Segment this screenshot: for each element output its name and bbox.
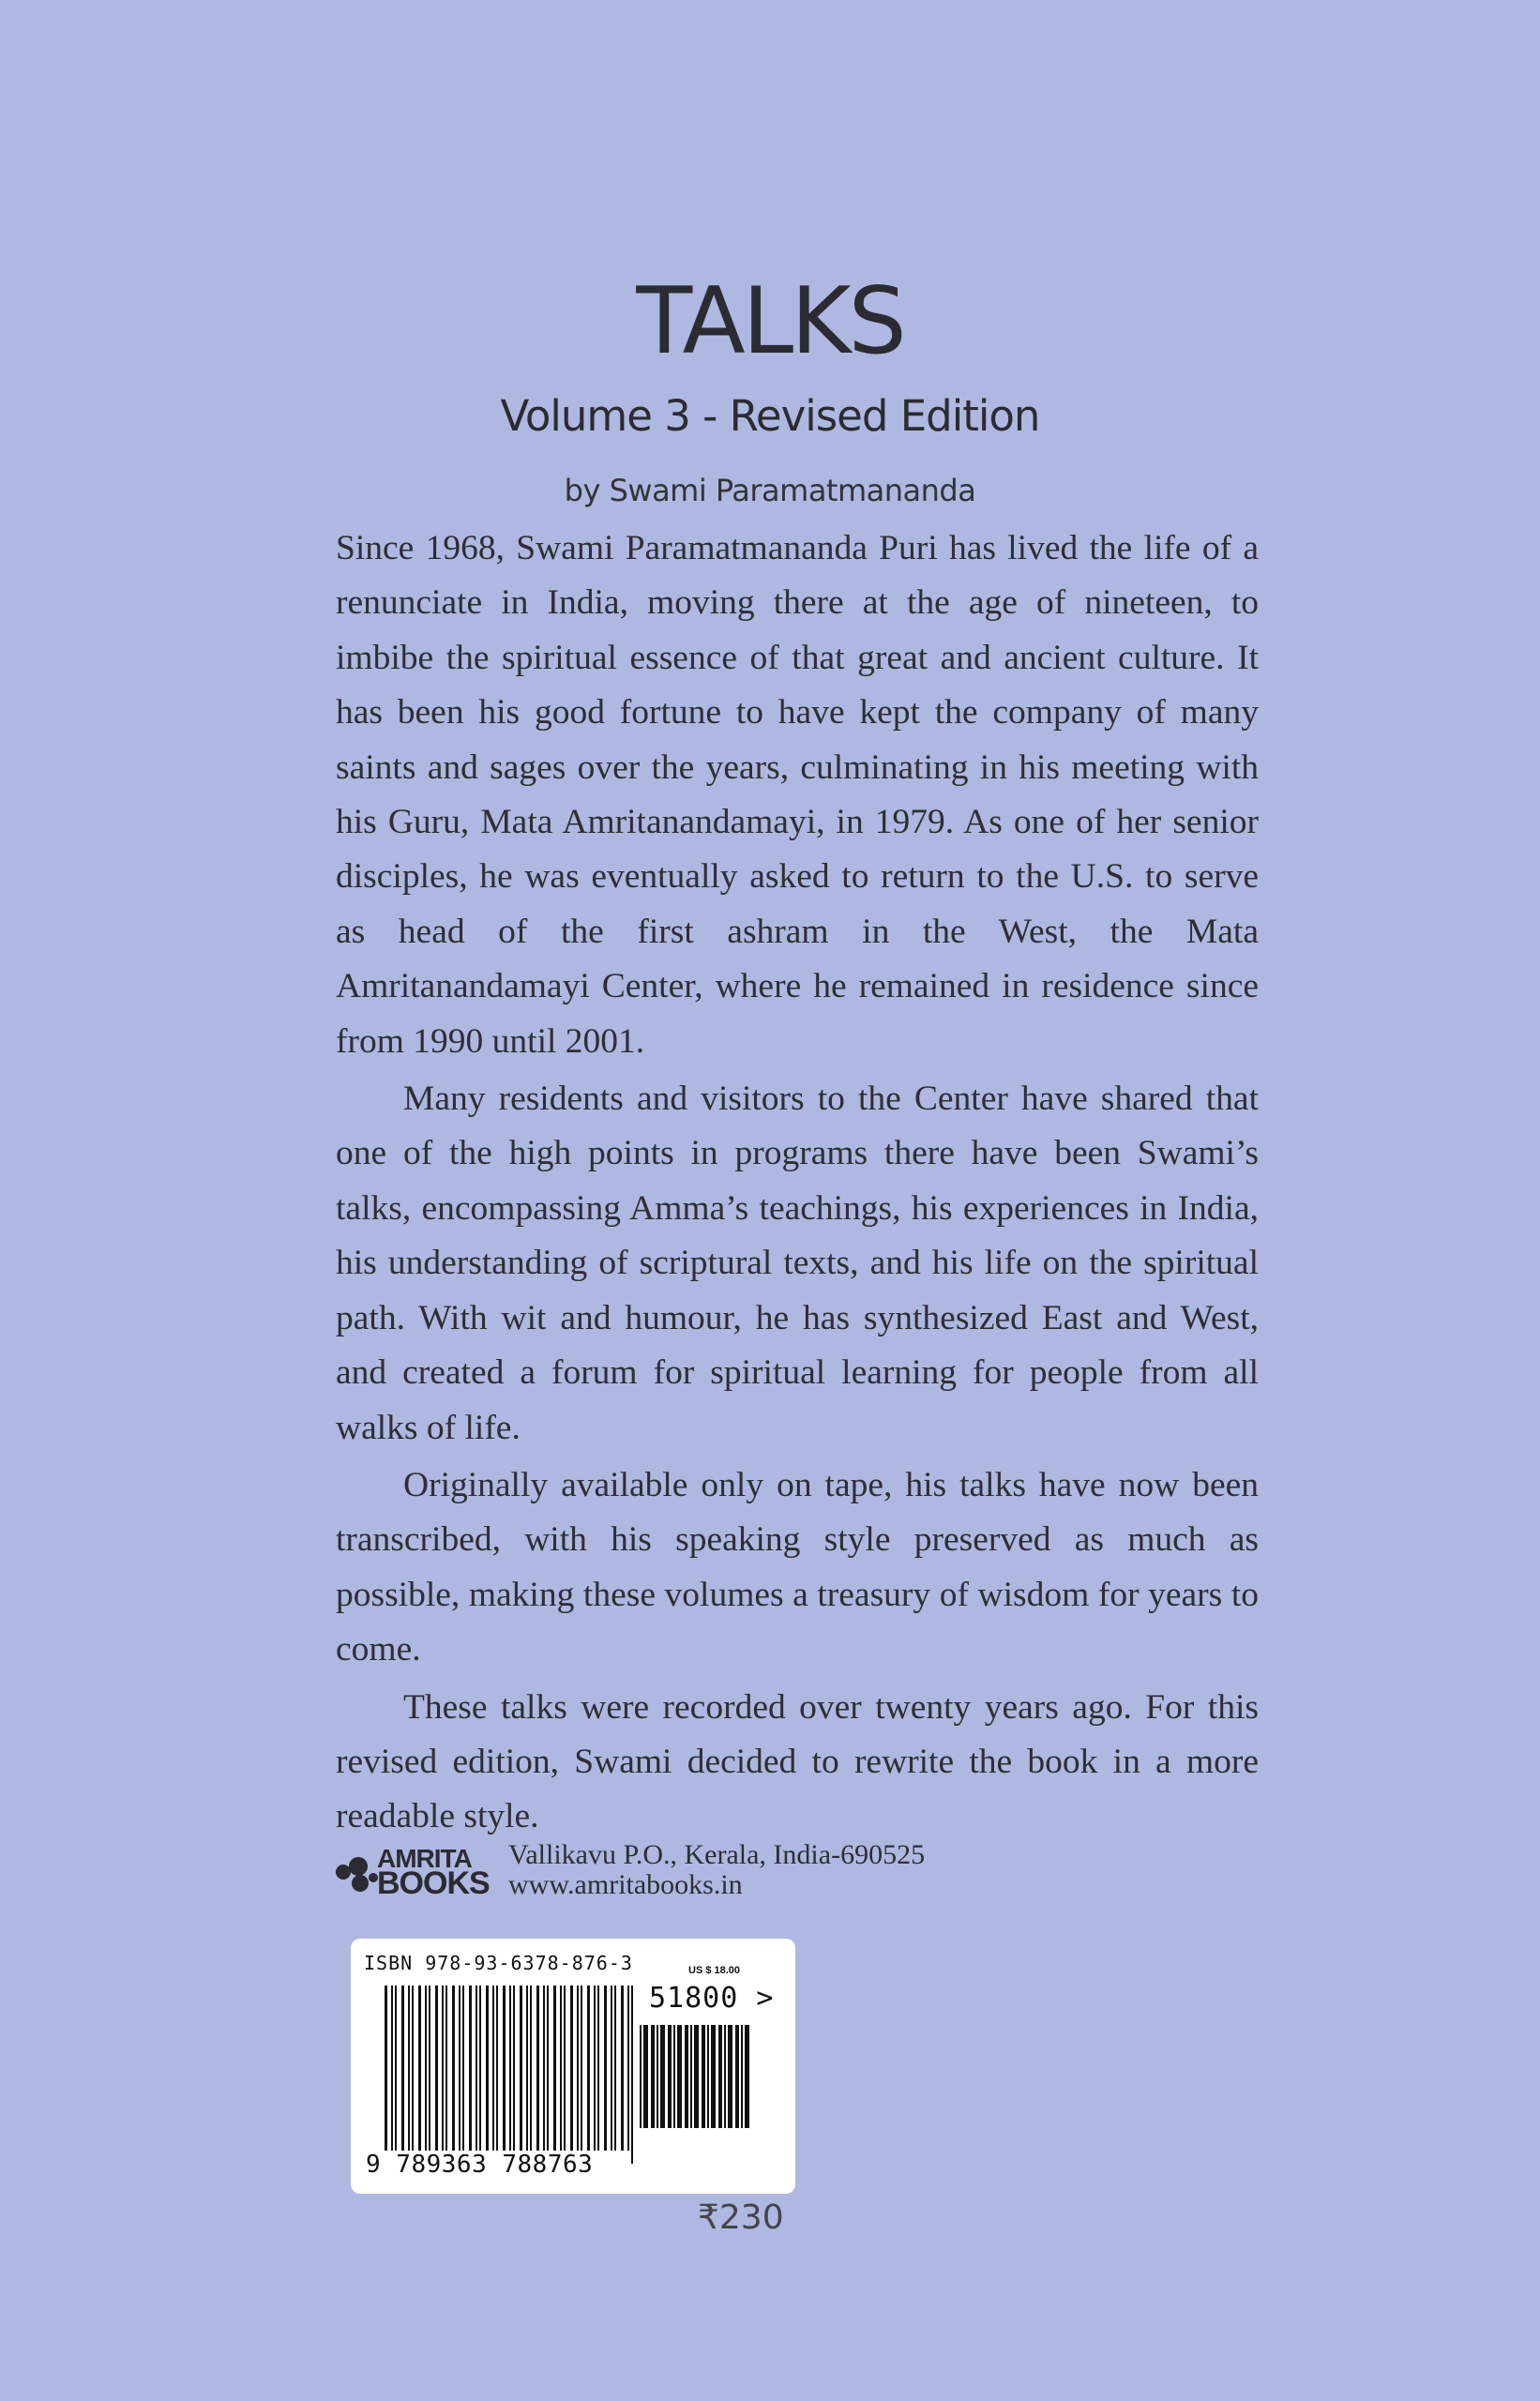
barcode-bar [496,1986,498,2151]
barcode-bar [707,2025,709,2128]
barcode-bar [469,1986,472,2151]
barcode-bar [385,1986,387,2164]
barcode-bar [526,1986,528,2151]
barcode-bar [429,1986,430,2151]
barcode-bar [724,2025,726,2128]
barcode-bar [486,1986,489,2151]
inr-price: ₹230 [698,2198,784,2237]
barcode-bar [570,1986,573,2151]
barcode-bar [631,1986,633,2164]
isbn-text: ISBN 978-93-6378-876-3 [364,1952,633,1974]
publisher-logo-icon [334,1853,379,1895]
barcode-bar [694,2025,699,2128]
main-barcode [385,1986,638,2164]
barcode-bar [597,1986,599,2151]
barcode-bar [459,1986,460,2151]
barcode-bar [614,1986,616,2151]
us-price: US $ 18.00 [688,1965,741,1976]
barcode-bar [594,1986,596,2151]
barcode-bar [513,1986,515,2164]
barcode-bar [577,1986,579,2151]
barcode-bar [611,1986,612,2151]
barcode-bar [452,1986,455,2151]
barcode-bar [718,2025,722,2128]
addon-barcode [640,2025,752,2128]
barcode-bar [643,2025,648,2128]
book-subtitle: Volume 3 - Revised Edition [500,391,1040,441]
barcode-bar [685,2025,688,2128]
barcode-bar [677,2025,682,2128]
blurb-paragraph: Many residents and visitors to the Center have shared that one of the high points in programs there have been Swami’s talks, encompassing Amma’s teachings, his experiences in India, his understanding of scriptural texts, and his life on the spiritual path. With wit and humour, he has synthesized East and West, and created a forum for spiritual learning for people from all walks of life. [336,1080,1259,1447]
barcode-bar [435,1986,438,2151]
barcode-bar [391,1986,393,2164]
barcode-bar [401,1986,404,2151]
publisher-logo-line2: BOOKS [377,1865,490,1901]
barcode-bar [543,1986,545,2151]
barcode-bar [503,1986,506,2151]
barcode-bar [442,1986,444,2151]
barcode-bar [621,1986,624,2151]
barcode-bar [581,1986,582,2151]
publisher-website: www.amritabooks.in [508,1869,743,1900]
publisher-logo [334,1844,493,1901]
blurb-paragraph: Since 1968, Swami Paramatmananda Puri has lived the life of a renunciate in India, moving there at the age of nineteen, to imbibe the spiritual essence of that great and ancient culture. It has been his good fortune to have kept the company of many saints and sages over the years, culminating in his meeting with his Guru, Mata Amritanandamayi, in 1979. As one of her senior disciples, he was eventually asked to return to the U.S. to serve as head of the first ashram in the West, the Mata Amritanandamayi Center, where he remained in residence since from 1990 until 2001. [336,529,1259,1061]
barcode-bar [536,1986,539,2151]
publisher-address: Vallikavu P.O., Kerala, India-690525 [508,1839,926,1870]
barcode-bar [587,1986,590,2151]
barcode-bar [660,2025,665,2128]
publisher-block [334,1838,990,1904]
barcode-bar [673,2025,675,2128]
addon-digits: 51800 > [649,1982,775,2015]
blurb-paragraph: These talks were recorded over twenty years ago. For this revised edition, Swami decided to rewrite the book in a more readable style. [336,1687,1259,1836]
barcode-bar [462,1986,464,2151]
barcode-bar [418,1986,421,2151]
barcode-bar [745,2025,749,2128]
barcode-bar [735,2025,739,2128]
barcode-bar [509,1986,511,2164]
barcode-bar [640,2025,642,2128]
publisher-address-block [508,1840,925,1900]
barcode-bar [492,1986,494,2151]
barcode-bar [520,1986,522,2151]
barcode-bar [395,1986,397,2151]
blurb-paragraph: Originally available only on tape, his talks have now been transcribed, with his speaking style preserved as much as possible, making these volumes a treasury of wisdom for years to come. [336,1465,1259,1669]
blurb-text [336,521,1259,1848]
publisher-logo-text [377,1844,490,1901]
barcode-bar [702,2025,705,2128]
barcode-bar [476,1986,477,2151]
book-author: by Swami Paramatmananda [564,473,976,508]
barcode-bar [445,1986,447,2151]
barcode-bar [711,2025,716,2128]
barcode-bar [668,2025,672,2128]
barcode-bar [627,1986,629,2151]
book-title: TALKS [636,268,904,375]
barcode-bar [564,1986,566,2151]
barcode-bar [604,1986,607,2151]
publisher-logo-line1: AMRITA [377,1844,472,1873]
barcode-bar [657,2025,658,2128]
ean-digits: 9 789363 788763 [366,2151,594,2179]
barcode-bar [547,1986,549,2151]
barcode-bar [425,1986,427,2151]
barcode-bar [553,1986,556,2151]
barcode-bar [530,1986,532,2151]
barcode-bar [479,1986,481,2151]
barcode-bar [741,2025,743,2128]
barcode-bar [408,1986,410,2151]
barcode-label [351,1939,795,2194]
barcode-bar [651,2025,655,2128]
barcode-bar [690,2025,692,2128]
barcode-bar [728,2025,732,2128]
barcode-bar [412,1986,414,2151]
barcode-bar [560,1986,562,2151]
